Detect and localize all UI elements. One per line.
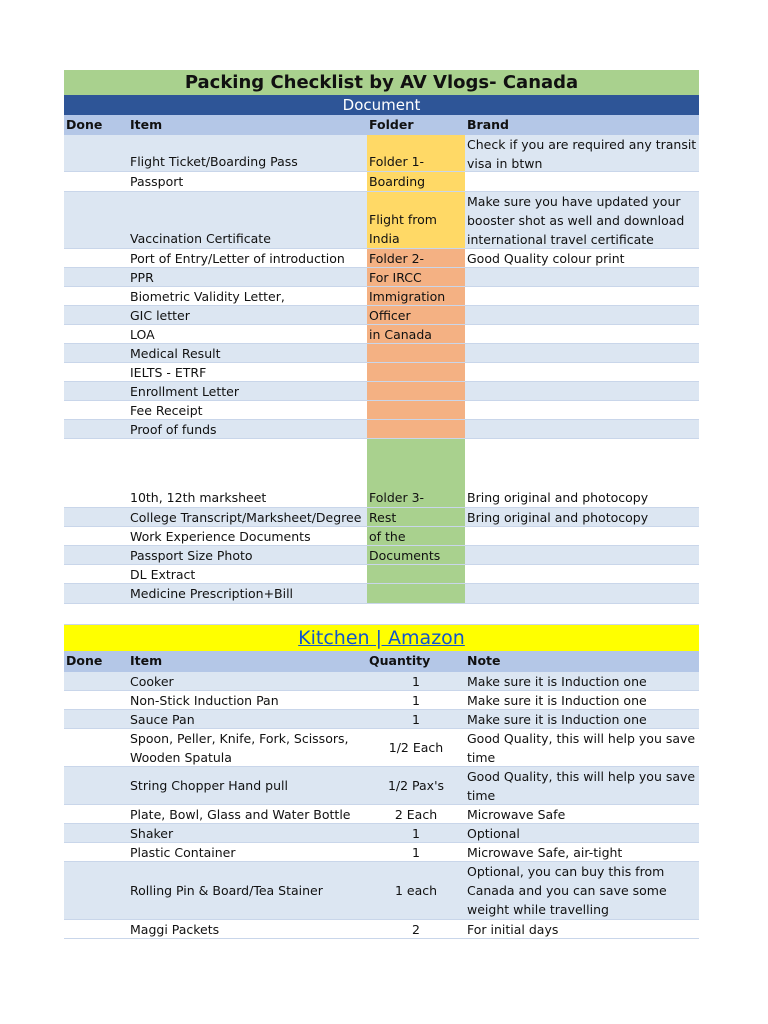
header-item: Item [130,653,163,668]
quantity-cell: 1 [412,674,420,689]
note-cell: Make sure it is Induction one [467,712,647,727]
packing-checklist-sheet [64,70,699,939]
done-cell[interactable] [64,249,128,267]
item-cell: Port of Entry/Letter of introduction [130,251,345,266]
item-cell: Plate, Bowl, Glass and Water Bottle [130,807,351,822]
brand-cell [465,325,699,343]
note-cell: For initial days [467,922,559,937]
done-cell[interactable] [64,306,128,324]
brand-cell [465,287,699,305]
brand-cell [465,546,699,564]
kitchen-section-heading [64,625,699,651]
brand-cell [465,565,699,583]
done-cell[interactable] [64,824,128,842]
item-cell: Plastic Container [130,845,236,860]
table-row [64,767,699,805]
item-cell: Medicine Prescription+Bill [130,586,294,601]
brand-cell [465,344,699,362]
table-row [64,344,699,363]
done-cell[interactable] [64,172,128,191]
folder-cell: of the [367,527,465,545]
done-cell[interactable] [64,527,128,545]
folder-cell [367,363,465,381]
done-cell[interactable] [64,604,128,624]
note-cell: Make sure it is Induction one [467,693,647,708]
folder-cell: Rest [367,508,465,526]
brand-cell [465,268,699,286]
table-row [64,584,699,604]
folder-cell [367,382,465,400]
quantity-cell: 1 [412,693,420,708]
done-cell[interactable] [64,691,128,709]
item-cell: Fee Receipt [130,403,203,418]
done-cell[interactable] [64,363,128,381]
done-cell[interactable] [64,287,128,305]
quantity-cell: 1 [412,845,420,860]
item-cell: Work Experience Documents [130,529,311,544]
table-row [64,268,699,287]
quantity-cell: 1 [412,712,420,727]
item-cell: Spoon, Peller, Knife, Fork, Scissors, Wooden Spatula [130,730,349,765]
done-cell[interactable] [64,344,128,362]
done-cell[interactable] [64,546,128,564]
table-row [64,508,699,527]
folder-cell [367,604,465,624]
table-row [64,249,699,268]
header-item: Item [130,117,163,132]
item-cell: Passport Size Photo [130,548,253,563]
folder-cell: Folder 3- [367,439,465,507]
table-row [64,306,699,325]
kitchen-header-row [64,651,699,672]
done-cell[interactable] [64,805,128,823]
done-cell[interactable] [64,382,128,400]
header-folder: Folder [369,117,414,132]
quantity-cell: 2 Each [394,807,438,822]
table-row [64,729,699,767]
table-row [64,565,699,584]
quantity-cell: 2 [412,922,420,937]
table-row [64,172,699,192]
table-row [64,805,699,824]
folder-cell [367,344,465,362]
table-row [64,710,699,729]
item-cell [128,604,368,624]
item-cell: Sauce Pan [130,712,195,727]
header-brand: Brand [467,117,509,132]
folder-cell: Officer [367,306,465,324]
table-row [64,843,699,862]
done-cell[interactable] [64,565,128,583]
table-row [64,862,699,920]
brand-cell [465,172,699,191]
quantity-cell: 1/2 Pax's [387,778,445,793]
folder-cell [367,420,465,438]
item-cell: Flight Ticket/Boarding Pass [130,154,298,169]
table-row [64,135,699,172]
table-row [64,192,699,249]
done-cell[interactable] [64,920,128,938]
note-cell: Optional, you can buy this from Canada and you can save some weight while travelling [467,864,667,917]
brand-cell [465,401,699,419]
document-section-heading: Document [64,95,699,115]
folder-cell: in Canada [367,325,465,343]
table-row [64,401,699,420]
done-cell[interactable] [64,325,128,343]
folder-cell: Documents [367,546,465,564]
folder-cell: Flight from India [367,192,465,248]
note-cell: Good Quality, this will help you save time [467,769,696,803]
done-cell[interactable] [64,268,128,286]
table-row [64,382,699,401]
item-cell: Vaccination Certificate [130,231,271,246]
table-row [64,527,699,546]
brand-cell [465,604,699,624]
brand-cell [465,382,699,400]
item-cell: IELTS - ETRF [130,365,207,380]
table-row [64,420,699,439]
note-cell: Microwave Safe, air-tight [467,845,623,860]
folder-cell: Boarding [367,172,465,191]
done-cell[interactable] [64,584,128,603]
item-cell: Rolling Pin & Board/Tea Stainer [130,883,323,898]
done-cell[interactable] [64,135,128,171]
table-row [64,691,699,710]
folder-cell: Folder 2- [367,249,465,267]
brand-cell: Check if you are required any transit visa in btwn [467,137,697,171]
header-done: Done [66,117,103,132]
document-header-row [64,115,699,135]
done-cell[interactable] [64,672,128,690]
header-done: Done [66,653,103,668]
item-cell: Maggi Packets [130,922,220,937]
item-cell: String Chopper Hand pull [130,778,288,793]
item-cell: Biometric Validity Letter, [130,289,285,304]
kitchen-amazon-link[interactable]: Kitchen | Amazon [298,627,465,649]
done-cell[interactable] [64,843,128,861]
item-cell: GIC letter [130,308,190,323]
note-cell: Optional [467,826,520,841]
item-cell: Cooker [130,674,174,689]
done-cell[interactable] [64,729,128,766]
table-row [64,920,699,939]
item-cell: College Transcript/Marksheet/Degree [130,510,362,525]
header-note: Note [467,653,501,668]
note-cell: Good Quality, this will help you save time [467,731,696,765]
item-cell: 10th, 12th marksheet [130,490,267,505]
folder-cell: Folder 1- [367,135,465,171]
item-cell: Non-Stick Induction Pan [130,693,279,708]
done-cell[interactable] [64,439,128,507]
sheet-title: Packing Checklist by AV Vlogs- Canada [64,70,699,95]
table-row [64,546,699,565]
table-row [64,363,699,382]
folder-cell: For IRCC [367,268,465,286]
item-cell: Medical Result [130,346,221,361]
done-cell[interactable] [64,508,128,526]
header-quantity: Quantity [369,653,431,668]
item-cell: PPR [130,270,154,285]
table-row [64,672,699,691]
item-cell: DL Extract [130,567,196,582]
done-cell[interactable] [64,767,128,804]
brand-cell: Good Quality colour print [467,251,625,266]
quantity-cell: 1 each [394,883,438,898]
brand-cell: Bring original and photocopy [467,490,649,505]
brand-cell: Make sure you have updated your booster shot as well and download international travel certificate [467,194,685,247]
folder-cell [367,565,465,583]
done-cell[interactable] [64,710,128,728]
table-row [64,439,699,508]
quantity-cell: 1 [412,826,420,841]
done-cell[interactable] [64,862,128,919]
item-cell: Enrollment Letter [130,384,240,399]
done-cell[interactable] [64,401,128,419]
item-cell: Proof of funds [130,422,217,437]
folder-cell [367,584,465,603]
quantity-cell: 1/2 Each [388,740,444,755]
folder-cell [367,401,465,419]
brand-cell [465,584,699,603]
folder-cell: Immigration [367,287,465,305]
table-row [64,604,699,625]
item-cell: Shaker [130,826,174,841]
table-row [64,325,699,344]
table-row [64,287,699,306]
brand-cell: Bring original and photocopy [467,510,649,525]
item-cell: Passport [130,174,184,189]
brand-cell [465,306,699,324]
note-cell: Microwave Safe [467,807,566,822]
item-cell: LOA [130,327,155,342]
done-cell[interactable] [64,420,128,438]
done-cell[interactable] [64,192,128,248]
brand-cell [465,527,699,545]
brand-cell [465,363,699,381]
brand-cell [465,420,699,438]
table-row [64,824,699,843]
note-cell: Make sure it is Induction one [467,674,647,689]
